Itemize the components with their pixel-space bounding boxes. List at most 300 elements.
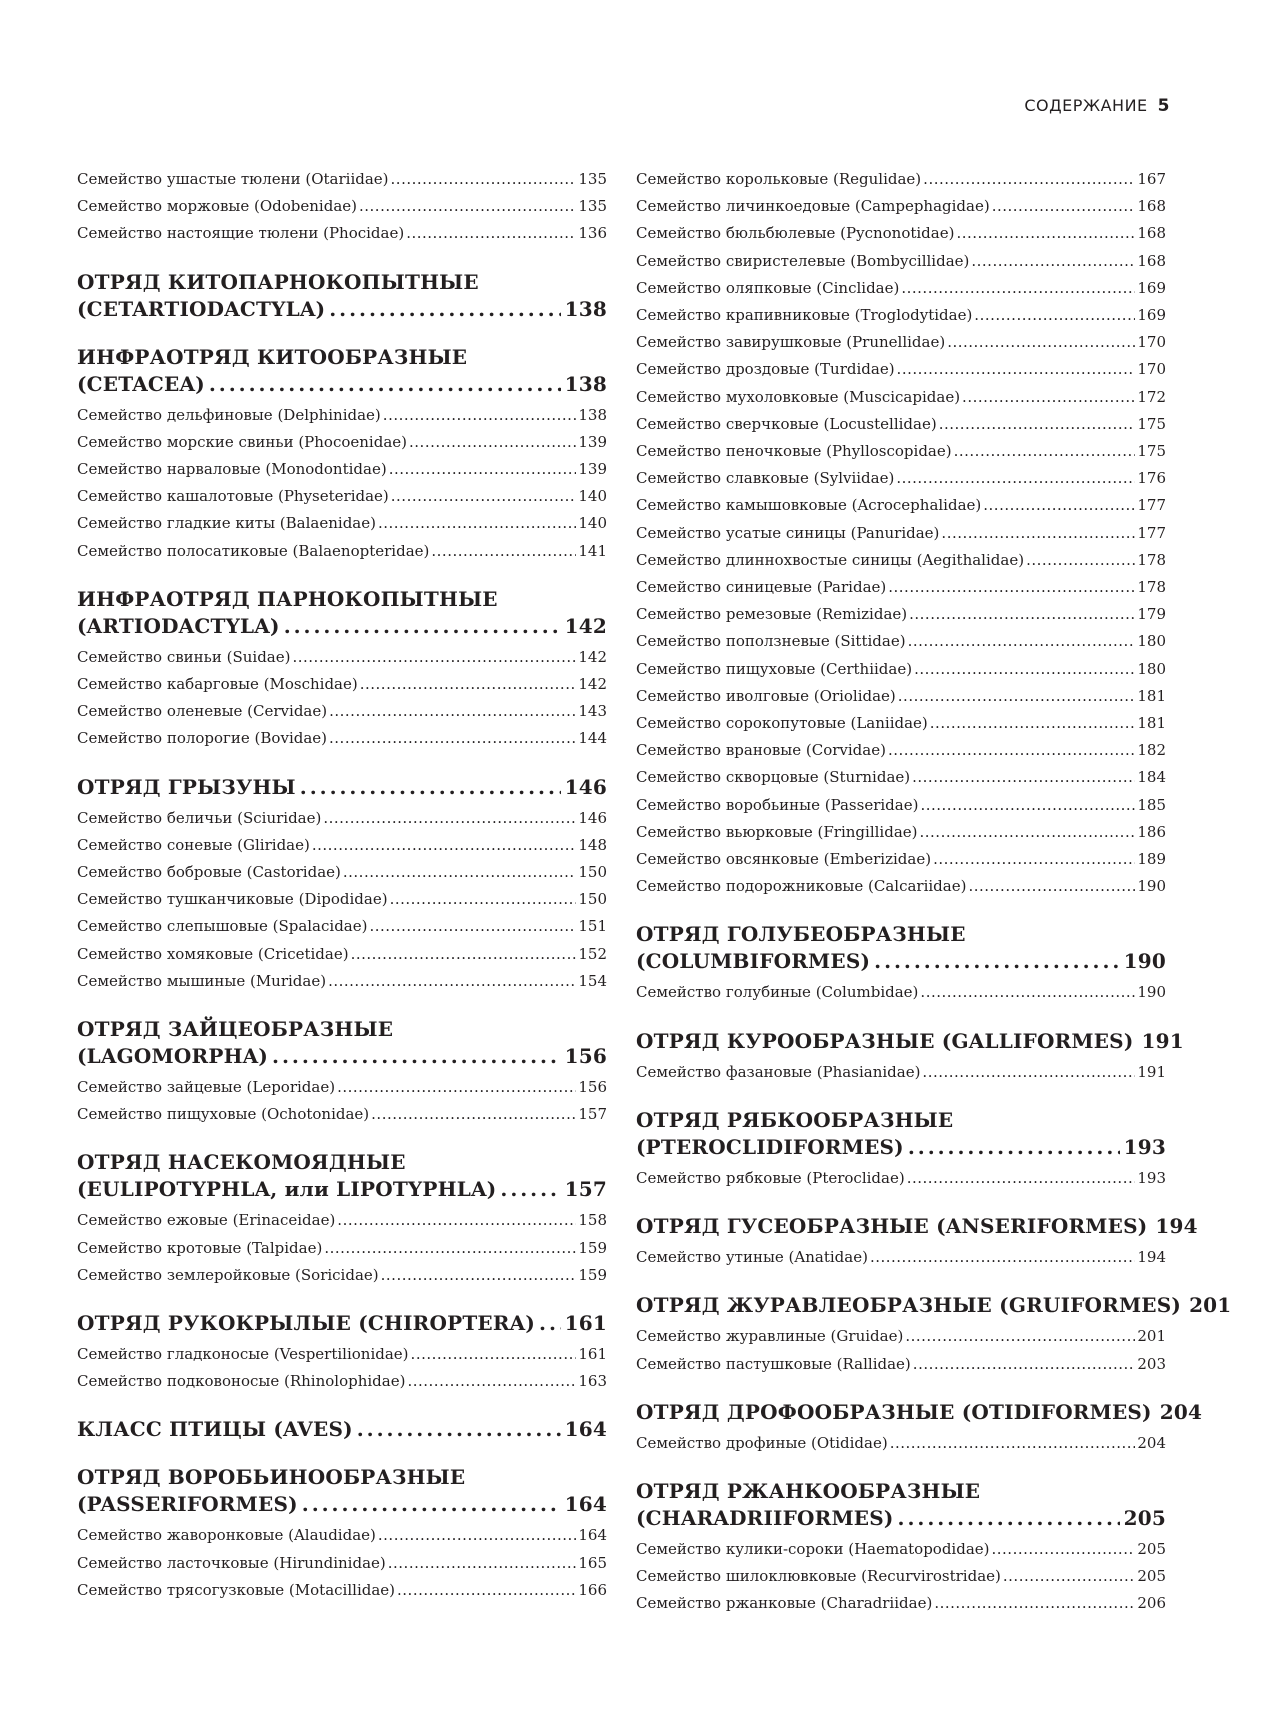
entry-page-number: 182 [1137,741,1166,760]
entry-page-number: 168 [1137,197,1166,216]
entry-title: Семейство сорокопутовые (Laniidae) [636,714,928,733]
dot-leader [391,166,577,193]
toc-section [636,921,1166,1006]
entry-title: Семейство рябковые (Pteroclidae) [636,1168,905,1187]
entry-title: Семейство ушастые тюлени (Otariidae) [77,170,389,188]
dot-leader [968,873,1135,900]
heading-line [77,774,607,801]
toc-entry[interactable] [636,1590,1166,1617]
heading-text: ОТРЯД РУКОКРЫЛЫЕ (CHIROPTERA) [77,1311,536,1336]
heading-line [77,296,607,323]
dot-leader [901,275,1135,302]
entry-title: Семейство воробьиные (Passeridae) [636,795,919,814]
dot-leader [500,1176,560,1203]
dot-leader [890,1430,1136,1457]
section-heading[interactable] [636,1478,1166,1532]
entry-page-number: 159 [578,1238,607,1257]
entry-page-number: 180 [1137,632,1166,651]
dot-leader [411,1341,577,1368]
toc-entry[interactable] [77,402,607,429]
toc-entry[interactable] [636,1059,1166,1086]
entry-title: Семейство скворцовые (Sturnidae) [636,768,911,787]
dot-leader [388,1550,577,1577]
entry-page-number: 168 [1137,251,1166,270]
entry-page-number: 144 [578,729,607,748]
heading-text: ОТРЯД ГУСЕОБРАЗНЫЕ (ANSERIFORMES) [636,1214,1148,1239]
toc-entry[interactable] [77,913,607,940]
entry-page-number: 156 [578,1078,607,1097]
toc-section [77,1149,607,1289]
heading-line [636,1478,1166,1505]
toc-entry[interactable] [636,492,1166,519]
heading-text: (ARTIODACTYLA) [77,613,280,638]
dot-leader [390,886,577,913]
entry-title: Семейство зайцевые (Leporidae) [77,1078,336,1097]
dot-leader [913,1351,1136,1378]
entry-title: Семейство врановые (Corvidae) [636,741,886,760]
entry-page-number: 194 [1137,1248,1166,1267]
entry-title: Семейство слепышовые (Spalacidae) [77,917,368,936]
section-heading[interactable] [636,1107,1166,1161]
toc-entry[interactable] [77,859,607,886]
entry-page-number: 179 [1137,605,1166,624]
entry-title: Семейство беличьи (Sciuridae) [77,808,322,827]
dot-leader [914,656,1135,683]
entry-page-number: 205 [1137,1539,1166,1558]
entry-title: Семейство ремезовые (Remizidae) [636,605,908,624]
heading-page-number: 164 [564,1492,607,1517]
dot-leader [360,671,577,698]
entry-page-number: 180 [1137,659,1166,678]
dot-leader [343,859,576,886]
heading-text: КЛАСС ПТИЦЫ (AVES) [77,1417,353,1442]
entry-title: Семейство кашалотовые (Physeteridae) [77,487,389,506]
entry-page-number: 164 [578,1526,607,1545]
heading-text: ИНФРАОТРЯД КИТООБРАЗНЫЕ [77,344,468,369]
heading-page-number: 205 [1123,1505,1166,1530]
entry-page-number: 139 [578,460,607,479]
toc-entry[interactable] [77,698,607,725]
heading-text: (COLUMBIFORMES) [636,949,871,974]
heading-line [77,371,607,398]
toc-entry[interactable] [636,1165,1166,1192]
entry-page-number: 206 [1137,1594,1166,1613]
toc-section [77,1310,607,1395]
dot-leader [874,948,1119,975]
toc-entry[interactable] [636,846,1166,873]
toc-section [636,1107,1166,1192]
dot-leader [292,644,576,671]
toc-entry[interactable] [77,1262,607,1289]
dot-leader [971,248,1135,275]
dot-leader [896,465,1135,492]
heading-text: (CETACEA) [77,371,205,396]
heading-line [636,1213,1198,1240]
heading-line [77,1464,607,1491]
heading-line [77,344,607,371]
entry-title: Семейство хомяковые (Cricetidae) [77,944,349,963]
toc-entry[interactable] [636,248,1166,275]
entry-page-number: 169 [1137,306,1166,325]
toc-section [636,1028,1184,1086]
dot-leader [930,710,1136,737]
entry-title: Семейство свиньи (Suidae) [77,647,291,666]
heading-text: (CETARTIODACTYLA) [77,296,326,321]
entry-title: Семейство полорогие (Bovidae) [77,729,328,748]
entry-page-number: 175 [1137,442,1166,461]
heading-text: (EULIPOTYPHLA, или LIPOTYPHLA) [77,1177,497,1202]
section-heading[interactable] [77,774,607,801]
toc-entry[interactable] [636,547,1166,574]
toc-entry[interactable] [77,1368,607,1395]
toc-entry[interactable] [77,429,607,456]
entry-page-number: 204 [1137,1433,1166,1452]
section-heading[interactable] [77,1310,607,1337]
dot-leader [406,220,576,247]
heading-page-number: 194 [1155,1214,1198,1239]
dot-leader [300,774,561,801]
section-heading[interactable] [636,1399,1203,1426]
heading-line [636,1399,1203,1426]
heading-line [77,613,607,640]
toc-entry[interactable] [636,737,1166,764]
toc-entry[interactable] [77,725,607,752]
toc-entry[interactable] [636,1351,1166,1378]
heading-text: ОТРЯД ЖУРАВЛЕОБРАЗНЫЕ (GRUIFORMES) [636,1293,1182,1318]
dot-leader [898,1505,1120,1532]
dot-leader [939,411,1136,438]
entry-title: Семейство дрофиные (Otididae) [636,1433,888,1452]
toc-entry[interactable] [636,438,1166,465]
entry-title: Семейство иволговые (Oriolidae) [636,686,896,705]
toc-entry[interactable] [636,873,1166,900]
entry-page-number: 178 [1137,550,1166,569]
entry-page-number: 157 [578,1105,607,1124]
toc-entry[interactable] [636,329,1166,356]
toc-entry[interactable] [77,941,607,968]
toc-section [77,586,607,753]
toc-entry[interactable] [636,1536,1166,1563]
dot-leader [934,1590,1135,1617]
heading-line [77,1416,607,1443]
heading-line [636,1505,1166,1532]
heading-line [77,586,607,613]
entry-title: Семейство голубиные (Columbidae) [636,983,919,1002]
toc-entry[interactable] [77,886,607,913]
entry-title: Семейство журавлиные (Gruidae) [636,1327,904,1346]
entry-page-number: 190 [1137,983,1166,1002]
toc-entry[interactable] [636,411,1166,438]
toc-entry[interactable] [77,510,607,537]
entry-title: Семейство подорожниковые (Calcariidae) [636,877,967,896]
heading-text: ОТРЯД РЯБКООБРАЗНЫЕ [636,1107,954,1132]
entry-title: Семейство крапивниковые (Troglodytidae) [636,306,973,325]
dot-leader [381,1262,577,1289]
toc-entry[interactable] [636,384,1166,411]
entry-title: Семейство трясогузковые (Motacillidae) [77,1580,396,1599]
heading-text: ОТРЯД ВОРОБЬИНООБРАЗНЫЕ [77,1465,466,1490]
dot-leader [329,725,576,752]
section-heading[interactable] [77,344,607,398]
entry-page-number: 178 [1137,578,1166,597]
toc-entry[interactable] [636,220,1166,247]
toc-entry[interactable] [77,166,607,193]
section-heading[interactable] [636,1028,1184,1055]
toc-section [636,1292,1232,1377]
toc-entry[interactable] [636,574,1166,601]
toc-entry[interactable] [77,671,607,698]
toc-entry[interactable] [77,220,607,247]
toc-entry[interactable] [636,1244,1166,1271]
entry-title: Семейство мухоловковые (Muscicapidae) [636,387,961,406]
entry-page-number: 181 [1137,686,1166,705]
heading-page-number: 190 [1123,949,1166,974]
heading-page-number: 138 [564,296,607,321]
entry-page-number: 154 [578,971,607,990]
dot-leader [389,456,577,483]
entry-title: Семейство славковые (Sylviidae) [636,469,895,488]
heading-line [636,948,1166,975]
entry-page-number: 151 [578,917,607,936]
entry-title: Семейство тушканчиковые (Dipodidae) [77,890,388,909]
toc-section [636,166,1166,900]
entry-title: Семейство гладконосые (Vespertilionidae) [77,1345,409,1364]
entry-page-number: 176 [1137,469,1166,488]
dot-leader [909,601,1135,628]
entry-page-number: 191 [1137,1062,1166,1081]
toc-section [77,1416,607,1443]
entry-title: Семейство жаворонковые (Alaudidae) [77,1526,376,1545]
heading-text: ОТРЯД ДРОФООБРАЗНЫЕ (OTIDIFORMES) [636,1399,1152,1424]
entry-title: Семейство личинкоедовые (Campephagidae) [636,197,990,216]
entry-page-number: 205 [1137,1567,1166,1586]
entry-page-number: 166 [578,1580,607,1599]
entry-page-number: 185 [1137,795,1166,814]
toc-entry[interactable] [77,456,607,483]
entry-title: Семейство кротовые (Talpidae) [77,1238,323,1257]
entry-title: Семейство шилоклювковые (Recurvirostridae) [636,1567,1001,1586]
entry-page-number: 190 [1137,877,1166,896]
toc-entry[interactable] [77,1577,607,1604]
section-heading[interactable] [77,269,607,323]
dot-leader [378,1522,576,1549]
dot-leader [302,1491,561,1518]
heading-line [77,1016,607,1043]
entry-page-number: 161 [578,1345,607,1364]
toc-entry[interactable] [77,1522,607,1549]
toc-section [77,344,607,565]
entry-page-number: 150 [578,863,607,882]
entry-page-number: 141 [578,541,607,560]
toc-entry[interactable] [636,1323,1166,1350]
entry-title: Семейство синицевые (Paridae) [636,578,887,597]
toc-entry[interactable] [636,656,1166,683]
entry-page-number: 148 [578,835,607,854]
toc-entry[interactable] [636,819,1166,846]
section-heading[interactable] [636,1213,1198,1240]
dot-leader [324,1235,576,1262]
entry-page-number: 170 [1137,333,1166,352]
toc-entry[interactable] [636,979,1166,1006]
dot-leader [956,220,1135,247]
toc-entry[interactable] [636,193,1166,220]
entry-page-number: 152 [578,944,607,963]
toc-entry[interactable] [77,805,607,832]
toc-entry[interactable] [77,968,607,995]
dot-leader [357,1416,561,1443]
entry-title: Семейство вьюрковые (Fringillidae) [636,822,918,841]
entry-page-number: 203 [1137,1354,1166,1373]
dot-leader [351,941,577,968]
entry-title: Семейство мышиные (Muridae) [77,971,327,990]
dot-leader [407,1368,576,1395]
toc-entry[interactable] [636,1563,1166,1590]
heading-page-number: 157 [564,1177,607,1202]
entry-title: Семейство ежовые (Erinaceidae) [77,1211,336,1230]
entry-title: Семейство моржовые (Odobenidae) [77,197,357,216]
entry-page-number: 193 [1137,1168,1166,1187]
dot-leader [383,402,577,429]
dot-leader [359,193,576,220]
heading-line [77,269,607,296]
toc-entry[interactable] [77,1101,607,1128]
heading-line [636,1107,1166,1134]
entry-page-number: 175 [1137,414,1166,433]
entry-title: Семейство камышовковые (Acrocephalidae) [636,496,982,515]
toc-entry[interactable] [636,1430,1166,1457]
toc-entry[interactable] [77,1550,607,1577]
toc-entry[interactable] [77,483,607,510]
entry-title: Семейство поползневые (Sittidae) [636,632,906,651]
entry-title: Семейство бобровые (Castoridae) [77,863,341,882]
toc-entry[interactable] [636,792,1166,819]
heading-page-number: 146 [564,774,607,799]
dot-leader [539,1310,561,1337]
entry-page-number: 201 [1137,1327,1166,1346]
dot-leader [371,1101,576,1128]
dot-leader [947,329,1135,356]
section-heading[interactable] [77,586,607,640]
toc-entry[interactable] [636,520,1166,547]
toc-entry[interactable] [77,1341,607,1368]
dot-leader [983,492,1135,519]
heading-text: ОТРЯД ГРЫЗУНЫ [77,774,296,799]
heading-text: (CHARADRIIFORMES) [636,1505,894,1530]
toc-entry[interactable] [636,275,1166,302]
entry-page-number: 169 [1137,278,1166,297]
entry-page-number: 177 [1137,523,1166,542]
entry-title: Семейство землеройковые (Soricidae) [77,1265,379,1284]
entry-page-number: 168 [1137,224,1166,243]
dot-leader [992,193,1136,220]
toc-entry[interactable] [77,1207,607,1234]
toc-section [77,166,607,248]
toc-entry[interactable] [77,1074,607,1101]
toc-entry[interactable] [636,465,1166,492]
entry-page-number: 172 [1137,387,1166,406]
toc-entry[interactable] [77,832,607,859]
entry-title: Семейство пищуховые (Ochotonidae) [77,1105,370,1124]
toc-entry[interactable] [636,710,1166,737]
entry-title: Семейство сверчковые (Locustellidae) [636,414,937,433]
entry-page-number: 136 [578,224,607,243]
section-heading[interactable] [77,1149,607,1203]
running-header-label: СОДЕРЖАНИЕ [1024,96,1148,115]
dot-leader [870,1244,1135,1271]
heading-text: ИНФРАОТРЯД ПАРНОКОПЫТНЫЕ [77,586,498,611]
toc-entry[interactable] [636,356,1166,383]
heading-text: ОТРЯД РЖАНКООБРАЗНЫЕ [636,1478,981,1503]
entry-page-number: 184 [1137,768,1166,787]
heading-page-number: 164 [564,1417,607,1442]
dot-leader [209,371,561,398]
dot-leader [974,302,1135,329]
dot-leader [397,1577,576,1604]
entry-page-number: 135 [578,170,607,188]
dot-leader [920,819,1136,846]
heading-page-number: 142 [564,613,607,638]
entry-title: Семейство нарваловые (Monodontidae) [77,460,387,479]
dot-leader [897,356,1136,383]
section-heading[interactable] [636,921,1166,975]
toc-entry[interactable] [636,628,1166,655]
entry-title: Семейство дроздовые (Turdidae) [636,360,895,379]
toc-entry[interactable] [636,764,1166,791]
dot-leader [1026,547,1135,574]
entry-page-number: 138 [578,405,607,424]
entry-page-number: 146 [578,808,607,827]
running-header [1024,96,1170,116]
dot-leader [923,166,1135,193]
toc-entry[interactable] [636,302,1166,329]
entry-title: Семейство кулики-сороки (Haematopodidae) [636,1539,990,1558]
toc-entry[interactable] [77,644,607,671]
section-heading[interactable] [77,1016,607,1070]
toc-entry[interactable] [636,166,1166,193]
section-heading[interactable] [77,1416,607,1443]
toc-entry[interactable] [77,193,607,220]
section-heading[interactable] [636,1292,1232,1319]
entry-title: Семейство кабарговые (Moschidae) [77,675,358,694]
entry-page-number: 181 [1137,714,1166,733]
toc-section [636,1399,1203,1457]
toc-section [77,774,607,995]
dot-leader [284,613,561,640]
toc-entry[interactable] [636,683,1166,710]
entry-page-number: 139 [578,432,607,451]
heading-line [77,1310,607,1337]
dot-leader [888,574,1135,601]
dot-leader [898,683,1136,710]
entry-page-number: 177 [1137,496,1166,515]
dot-leader [933,846,1135,873]
entry-title: Семейство дельфиновые (Delphinidae) [77,405,381,424]
heading-text: (PTEROCLIDIFORMES) [636,1134,904,1159]
entry-page-number: 142 [578,647,607,666]
dot-leader [312,832,577,859]
toc-entry[interactable] [77,538,607,565]
toc-entry[interactable] [77,1235,607,1262]
dot-leader [329,698,576,725]
entry-title: Семейство усатые синицы (Panuridae) [636,523,940,542]
dot-leader [962,384,1135,411]
heading-page-number: 161 [564,1311,607,1336]
toc-entry[interactable] [636,601,1166,628]
entry-page-number: 163 [578,1372,607,1391]
section-heading[interactable] [77,1464,607,1518]
dot-leader [369,913,576,940]
entry-title: Семейство оленевые (Cervidae) [77,702,328,721]
